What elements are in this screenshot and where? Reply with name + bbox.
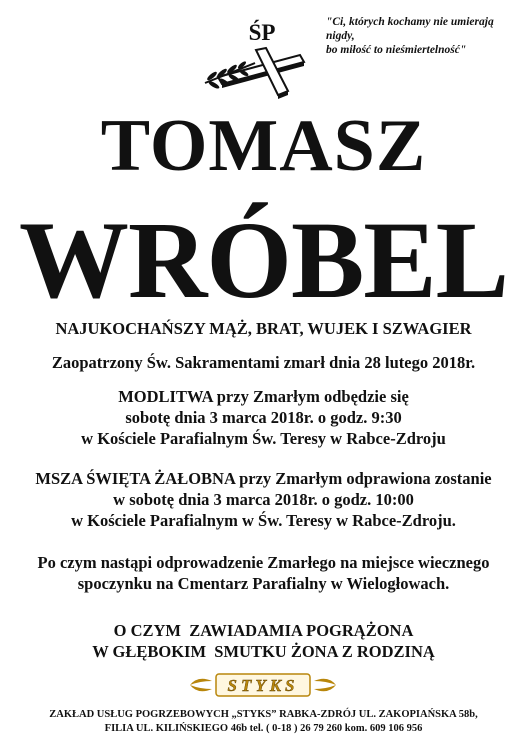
mass-line-3: w Kościele Parafialnym w Św. Teresy w Rabce-Zdroju. (71, 511, 456, 530)
prayer-line-3: w Kościele Parafialnym Św. Teresy w Rabce-Zdroju (81, 429, 446, 448)
prayer-line-2: sobotę dnia 3 marca 2018r. o godz. 9:30 (125, 408, 402, 427)
mass-block (0, 468, 527, 531)
quote-line-1: "Ci, których kochamy nie umierają nigdy, (326, 16, 494, 42)
footer-line-1: ZAKŁAD USŁUG POGRZEBOWYCH „STYKS” RABKA-ZDRÓJ UL. ZAKOPIAŃSKA 58b, (49, 709, 478, 720)
announcement-line-1: O CZYM ZAWIADAMIA POGRĄŻONA (113, 621, 414, 640)
burial-line-1: Po czym nastąpi odprowadzenie Zmarłego na miejsce wiecznego (37, 553, 490, 572)
relations-line: NAJUKOCHAŃSZY MĄŻ, BRAT, WUJEK I SZWAGIER (55, 319, 472, 338)
cross-with-palm-icon (200, 45, 312, 100)
quote-line-2: bo miłość to nieśmiertelność" (326, 44, 467, 56)
footer (0, 708, 527, 736)
announcement-block (0, 620, 527, 662)
last-name: WRÓBEL (18, 199, 509, 321)
logo-text: STYKS (227, 676, 299, 695)
mass-line-1: MSZA ŚWIĘTA ŻAŁOBNA przy Zmarłym odprawiona zostanie (35, 469, 492, 488)
burial-block (0, 552, 527, 594)
memorial-quote (326, 15, 522, 57)
announcement-line-2: W GŁĘBOKIM SMUTKU ŻONA Z RODZINĄ (92, 642, 435, 661)
first-name: TOMASZ (100, 105, 427, 187)
laurel-logo-icon (186, 671, 340, 699)
mass-line-2: w sobotę dnia 3 marca 2018r. o godz. 10:00 (113, 490, 414, 509)
prayer-line-1: MODLITWA przy Zmarłym odbędzie się (118, 387, 409, 406)
burial-line-2: spoczynku na Cmentarz Parafialny w Wielogłowach. (77, 574, 450, 593)
sacraments-line: Zaopatrzony Św. Sakramentami zmarł dnia 28 lutego 2018r. (51, 353, 476, 372)
prayer-block (0, 386, 527, 449)
sp-symbol: ŚP (248, 20, 276, 45)
footer-line-2: FILIA UL. KILIŃSKIEGO 46b tel. ( 0-18 ) 26 79 260 kom. 609 106 956 (104, 723, 423, 734)
